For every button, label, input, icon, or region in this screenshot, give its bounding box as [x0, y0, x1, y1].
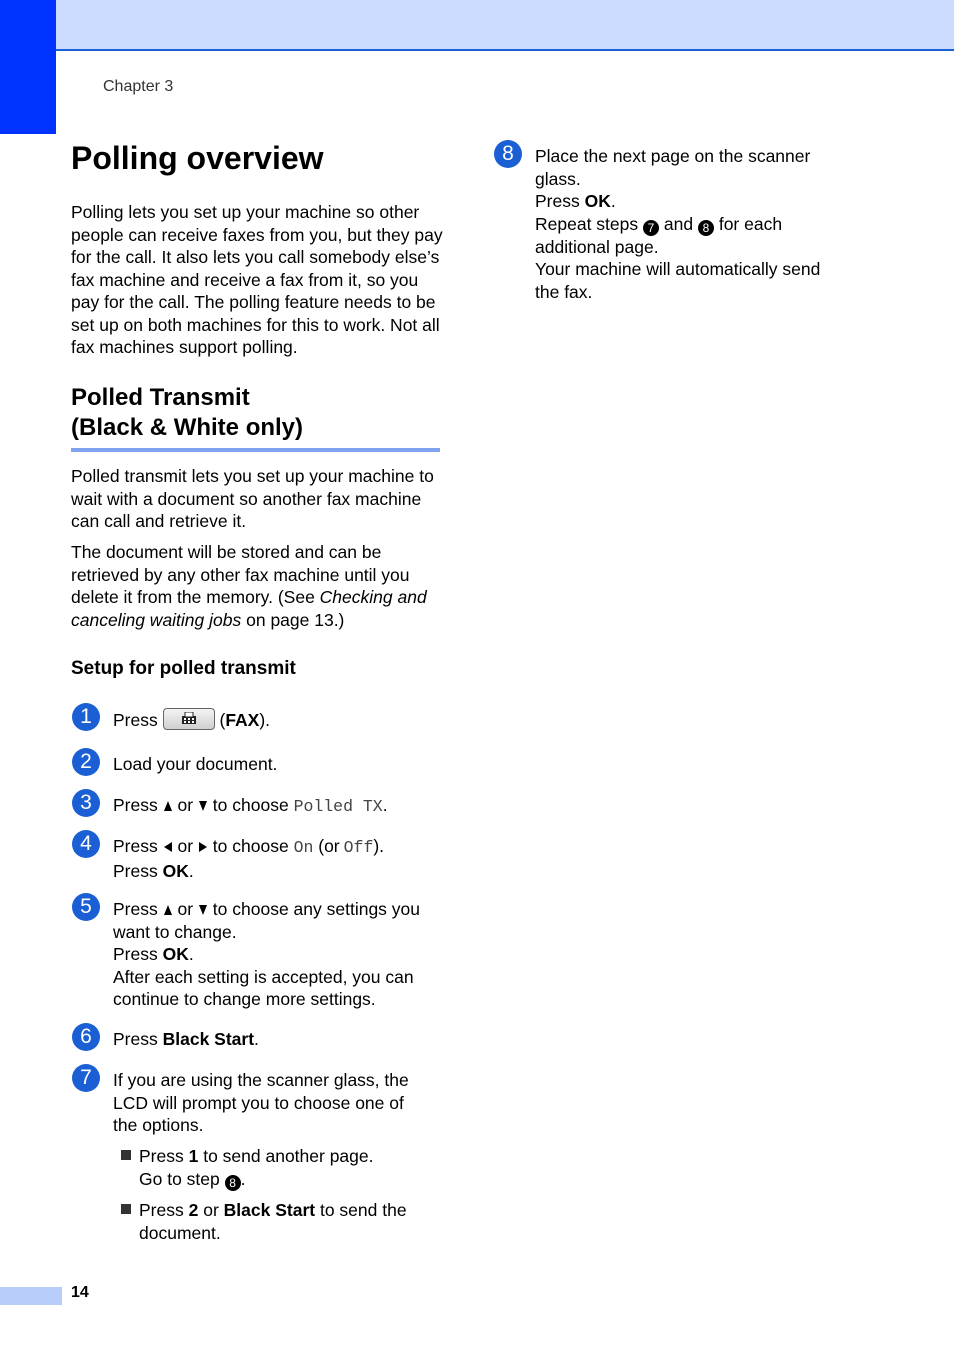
opt1-dot: . [240, 1168, 246, 1189]
step-8-repeat: Repeat steps [535, 213, 639, 234]
step-5-press: Press [113, 899, 158, 919]
step-5-ok: OK [162, 944, 189, 964]
step-4-press2: Press [113, 860, 158, 881]
step-1-paren: ( [214, 710, 226, 730]
down-arrow-icon [199, 801, 207, 811]
step-8-ok: OK [584, 191, 611, 211]
step-6-dot: . [254, 1029, 259, 1049]
opt2-press: Press [139, 1200, 184, 1220]
step-3-choose: to choose [212, 795, 289, 815]
step-8-line7: the fax. [535, 281, 593, 302]
step-7-line3: the options. [113, 1115, 204, 1135]
opt1-key: 1 [188, 1146, 199, 1166]
step-number-4: 4 [72, 830, 100, 858]
step-7-line1: If you are using the scanner glass, the [113, 1070, 409, 1090]
step-8-press: Press [535, 191, 580, 211]
step-8-line6: Your machine will automatically send [535, 259, 821, 279]
opt2-line2: document. [139, 1222, 221, 1243]
step-number-2: 2 [72, 748, 100, 776]
step-1-press: Press [113, 710, 158, 730]
up-arrow-icon [164, 801, 172, 811]
step-3-end: . [382, 795, 388, 815]
step-5-or: or [177, 899, 194, 919]
step-5-dot: . [188, 944, 194, 964]
step-5-press2: Press [113, 944, 158, 964]
left-arrow-icon [164, 842, 172, 852]
step-7-text [113, 1069, 443, 1137]
section-paragraph-1: Polled transmit lets you set up your machine to wait with a document so another fax machine can call and retrieve it. [71, 466, 434, 531]
step-4-press: Press [113, 836, 158, 856]
step-8-and: and [663, 213, 694, 234]
page-title: Polling overview [71, 140, 324, 176]
header-band [0, 0, 954, 51]
step-8-dot: . [610, 191, 616, 211]
step-4-choose: to choose [212, 836, 289, 856]
step-1-text [113, 708, 270, 732]
step-ref-7: 7 [643, 220, 659, 236]
step-number-7: 7 [72, 1064, 100, 1092]
step-5-text [113, 898, 443, 1011]
step-number-8: 8 [494, 140, 522, 168]
step-4-or2: (or [318, 836, 340, 856]
up-arrow-icon [164, 905, 172, 915]
step-4-end: ). [373, 836, 385, 856]
section-title [71, 383, 303, 443]
bullet-icon [121, 1204, 131, 1214]
step-8-foreach: for each [718, 213, 783, 234]
step-3-or: or [177, 795, 194, 815]
cross-reference-link[interactable]: Checking and canceling waiting jobs [71, 587, 427, 630]
step-2-text: Load your document. [113, 754, 278, 774]
step-5-after2: continue to change more settings. [113, 989, 376, 1009]
lcd-option-off: Off [343, 838, 374, 857]
step-6-black-start: Black Start [162, 1029, 255, 1049]
step-1-fax-label: FAX [225, 710, 260, 730]
fax-button-icon [163, 708, 215, 730]
footer-band [0, 1287, 62, 1305]
opt2-or: or [203, 1200, 219, 1220]
opt1-rest: to send another page. [203, 1146, 374, 1166]
subsection-title: Setup for polled transmit [71, 658, 296, 679]
step-1-end: ). [259, 710, 271, 730]
step-ref-8: 8 [225, 1175, 241, 1191]
bullet-icon [121, 1150, 131, 1160]
step-number-5: 5 [72, 893, 100, 921]
step-7-line2: LCD will prompt you to choose one of [113, 1092, 404, 1113]
step-8-text [535, 145, 865, 303]
step-7-option-1 [139, 1145, 374, 1191]
step-4-dot: . [188, 860, 194, 881]
step-number-3: 3 [72, 789, 100, 817]
step-3-press: Press [113, 795, 158, 815]
opt1-goto: Go to step [139, 1168, 220, 1189]
step-5-rest1: to choose any settings you [212, 899, 421, 919]
step-8-line2: glass. [535, 168, 581, 189]
para2-text-a: The document will be stored and can be retrieved by any other fax machine until you delete it from the memory. (See [71, 542, 410, 607]
down-arrow-icon [199, 905, 207, 915]
step-3-text [113, 794, 388, 819]
intro-paragraph: Polling lets you set up your machine so other people can receive faxes from you, but they pay for the call. It also lets you call somebody else’s fax machine and receive a fax from it, so you pay for the call. The polling feature needs to be set up on both machines for this to work. Not all fax machines support polling. [71, 202, 443, 357]
step-number-6: 6 [72, 1023, 100, 1051]
step-7-option-2 [139, 1199, 407, 1244]
step-ref-8: 8 [698, 220, 714, 236]
chapter-label: Chapter 3 [103, 78, 174, 95]
opt2-key: 2 [188, 1200, 199, 1220]
step-number-1: 1 [72, 703, 100, 731]
section-rule [71, 448, 440, 452]
lcd-option-on: On [293, 838, 314, 857]
step-6-text [113, 1028, 259, 1051]
section-title-line2: (Black & White only) [71, 414, 304, 441]
opt2-black-start: Black Start [223, 1200, 316, 1220]
page-number: 14 [71, 1284, 89, 1301]
step-8-line1: Place the next page on the scanner [535, 146, 811, 166]
section-paragraph-2 [71, 541, 443, 631]
step-8-line5: additional page. [535, 236, 659, 257]
step-4-or: or [177, 836, 194, 856]
chapter-tab [0, 0, 56, 134]
step-5-rest2: want to change. [113, 921, 237, 942]
step-4-text [113, 835, 384, 882]
opt2-rest: to send the [319, 1200, 407, 1220]
opt1-press: Press [139, 1146, 184, 1166]
section-title-line1: Polled Transmit [71, 384, 250, 411]
right-arrow-icon [199, 842, 207, 852]
step-5-after1: After each setting is accepted, you can [113, 966, 414, 987]
lcd-option-polled-tx: Polled TX [293, 797, 383, 816]
para2-text-b: on page 13.) [241, 609, 345, 630]
step-6-press: Press [113, 1029, 158, 1049]
step-4-ok: OK [162, 860, 189, 881]
